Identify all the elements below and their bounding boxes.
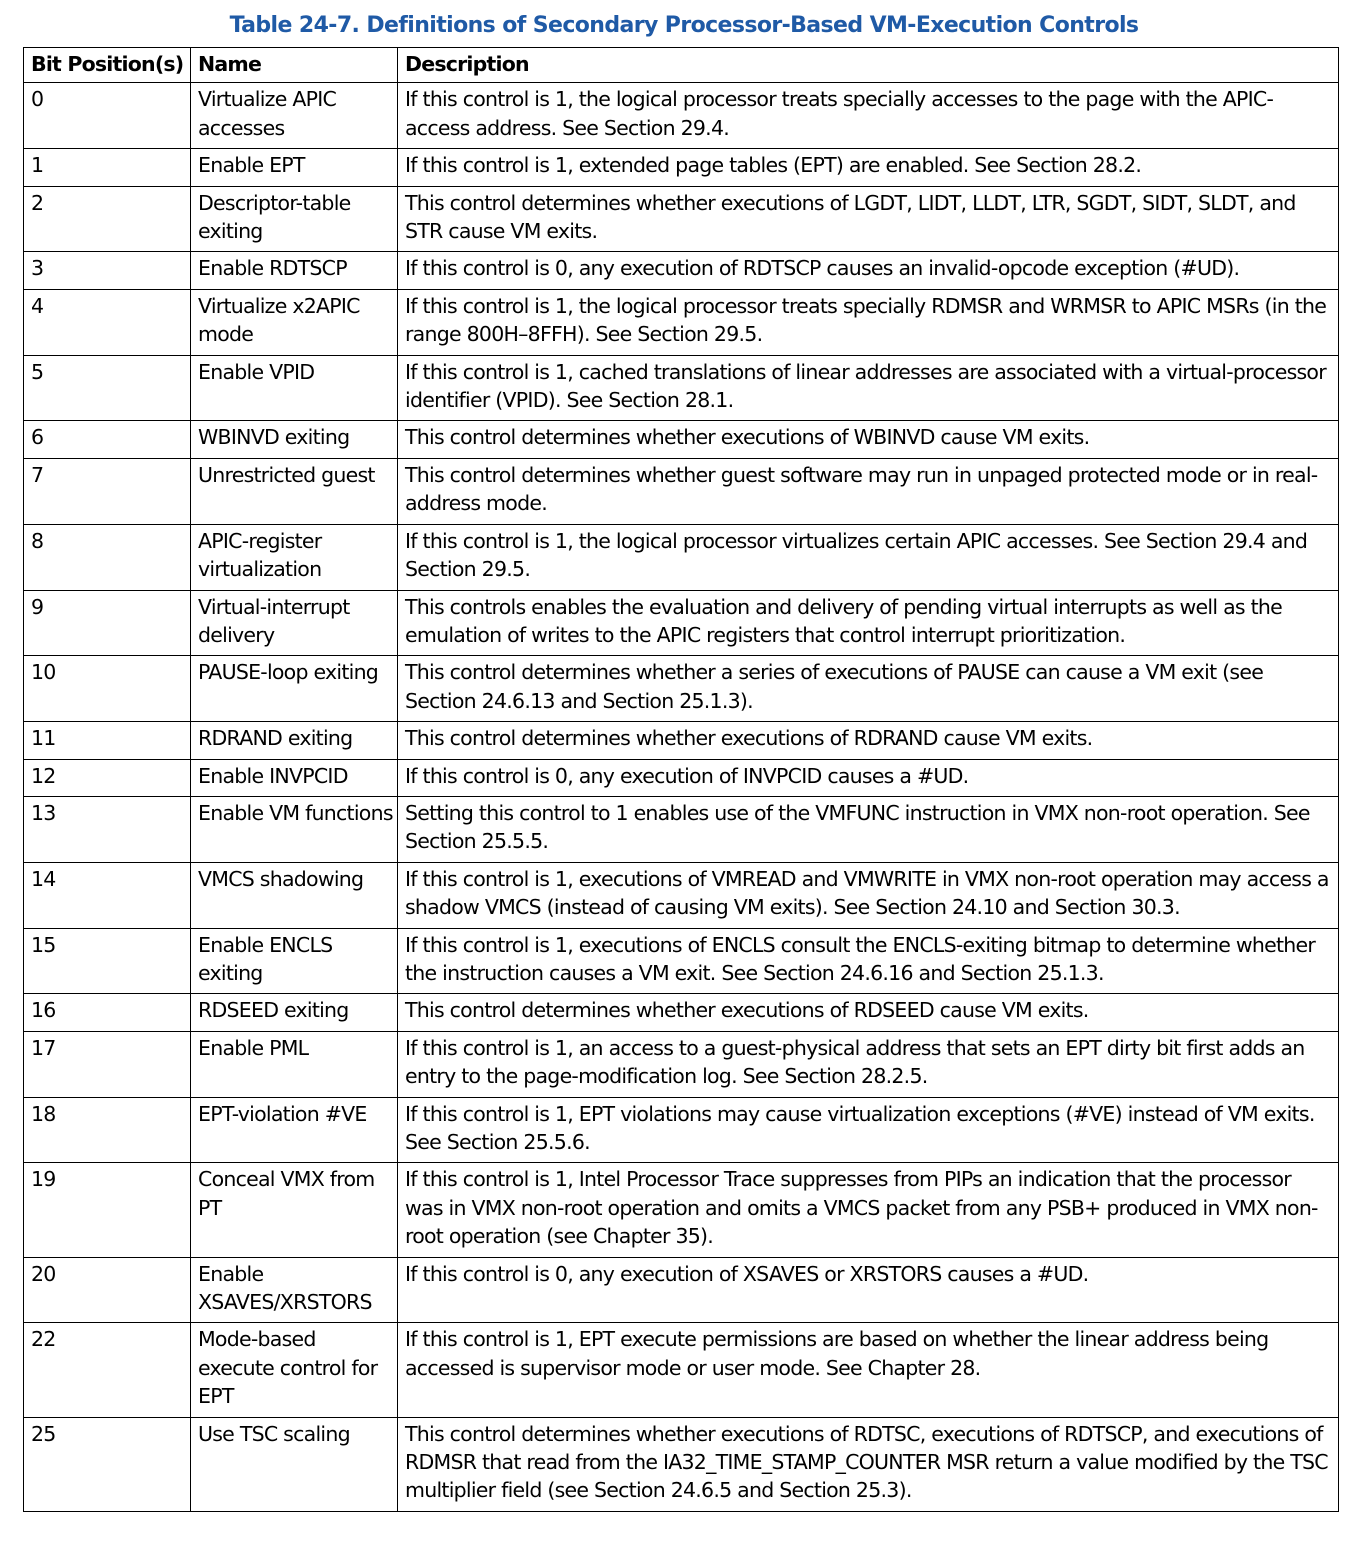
bit-position-cell: 18 xyxy=(24,1097,191,1163)
description-cell: This control determines whether guest software may run in unpaged protected mode or in real-address mode. xyxy=(398,458,1339,524)
bit-position-cell: 1 xyxy=(24,149,191,186)
description-cell: This control determines whether executions of RDRAND cause VM exits. xyxy=(398,722,1339,759)
description-cell: If this control is 1, EPT violations may cause virtualization exceptions (#VE) instead of VM exits. See Section 25.5.6. xyxy=(398,1097,1339,1163)
table-row xyxy=(24,1257,1339,1323)
description-cell: If this control is 0, any execution of INVPCID causes a #UD. xyxy=(398,759,1339,796)
control-name-cell: Virtualize APIC accesses xyxy=(191,83,398,149)
control-name-cell: Enable INVPCID xyxy=(191,759,398,796)
bit-position-cell: 15 xyxy=(24,928,191,994)
table-row xyxy=(24,83,1339,149)
bit-position-cell: 4 xyxy=(24,289,191,355)
control-name-cell: Enable VM functions xyxy=(191,796,398,862)
control-name-cell: EPT-violation #VE xyxy=(191,1097,398,1163)
control-name-cell: Virtualize x2APIC mode xyxy=(191,289,398,355)
table-row xyxy=(24,186,1339,252)
description-cell: This control determines whether executions of LGDT, LIDT, LLDT, LTR, SGDT, SIDT, SLDT, and STR cause VM exits. xyxy=(398,186,1339,252)
table-row xyxy=(24,1163,1339,1257)
table-row xyxy=(24,458,1339,524)
description-cell: If this control is 1, executions of VMREAD and VMWRITE in VMX non-root operation may access a shadow VMCS (instead of causing VM exits). See Section 24.10 and Section 30.3. xyxy=(398,862,1339,928)
table-caption: Table 24-7. Definitions of Secondary Processor-Based VM-Execution Controls xyxy=(229,13,1139,38)
control-name-cell: Enable XSAVES/XRSTORS xyxy=(191,1257,398,1323)
control-name-cell: APIC-register virtualization xyxy=(191,524,398,590)
description-cell: If this control is 1, an access to a guest-physical address that sets an EPT dirty bit first adds an entry to the page-modification log. See Section 28.2.5. xyxy=(398,1031,1339,1097)
control-name-cell: RDSEED exiting xyxy=(191,994,398,1031)
table-row xyxy=(24,252,1339,289)
table-row xyxy=(24,796,1339,862)
bit-position-cell: 0 xyxy=(24,83,191,149)
description-cell: If this control is 0, any execution of XSAVES or XRSTORS causes a #UD. xyxy=(398,1257,1339,1323)
description-cell: This controls enables the evaluation and delivery of pending virtual interrupts as well as the emulation of writes to the APIC registers that control interrupt prioritization. xyxy=(398,590,1339,656)
table-row xyxy=(24,289,1339,355)
bit-position-cell: 5 xyxy=(24,355,191,421)
description-cell: This control determines whether executions of WBINVD cause VM exits. xyxy=(398,421,1339,458)
bit-position-cell: 6 xyxy=(24,421,191,458)
bit-position-cell: 10 xyxy=(24,656,191,722)
table-row xyxy=(24,1031,1339,1097)
control-name-cell: Use TSC scaling xyxy=(191,1417,398,1511)
control-name-cell: Virtual-interrupt delivery xyxy=(191,590,398,656)
vm-execution-controls-table xyxy=(23,47,1339,1512)
table-row xyxy=(24,994,1339,1031)
table-header-row xyxy=(24,48,1339,83)
table-row xyxy=(24,722,1339,759)
control-name-cell: Enable EPT xyxy=(191,149,398,186)
bit-position-cell: 17 xyxy=(24,1031,191,1097)
table-row xyxy=(24,590,1339,656)
table-row xyxy=(24,149,1339,186)
bit-position-cell: 2 xyxy=(24,186,191,252)
control-name-cell: VMCS shadowing xyxy=(191,862,398,928)
bit-position-cell: 8 xyxy=(24,524,191,590)
table-row xyxy=(24,1097,1339,1163)
table-row xyxy=(24,421,1339,458)
control-name-cell: WBINVD exiting xyxy=(191,421,398,458)
bit-position-cell: 16 xyxy=(24,994,191,1031)
bit-position-cell: 22 xyxy=(24,1323,191,1417)
description-cell: This control determines whether executions of RDTSC, executions of RDTSCP, and executions of RDMSR that read from the IA32_TIME_STAMP_COUNTER MSR return a value modified by the TSC multiplier field (see Section 24.6.5 and Section 25.3). xyxy=(398,1417,1339,1511)
description-cell: If this control is 1, EPT execute permissions are based on whether the linear address being accessed is supervisor mode or user mode. See Chapter 28. xyxy=(398,1323,1339,1417)
description-cell: If this control is 1, executions of ENCLS consult the ENCLS-exiting bitmap to determine whether the instruction causes a VM exit. See Section 24.6.16 and Section 25.1.3. xyxy=(398,928,1339,994)
description-cell: This control determines whether a series of executions of PAUSE can cause a VM exit (see Section 24.6.13 and Section 25.1.3). xyxy=(398,656,1339,722)
bit-position-cell: 14 xyxy=(24,862,191,928)
control-name-cell: Enable VPID xyxy=(191,355,398,421)
description-cell: This control determines whether executions of RDSEED cause VM exits. xyxy=(398,994,1339,1031)
table-row xyxy=(24,656,1339,722)
bit-position-cell: 11 xyxy=(24,722,191,759)
control-name-cell: RDRAND exiting xyxy=(191,722,398,759)
description-cell: If this control is 0, any execution of RDTSCP causes an invalid-opcode exception (#UD). xyxy=(398,252,1339,289)
bit-position-cell: 19 xyxy=(24,1163,191,1257)
table-row xyxy=(24,1323,1339,1417)
description-cell: If this control is 1, the logical processor treats specially accesses to the page with the APIC-access address. See Section 29.4. xyxy=(398,83,1339,149)
table-row xyxy=(24,759,1339,796)
table-row xyxy=(24,355,1339,421)
header-bit-position: Bit Position(s) xyxy=(24,48,191,83)
control-name-cell: Mode-based execute control for EPT xyxy=(191,1323,398,1417)
table-row xyxy=(24,1417,1339,1511)
control-name-cell: Enable ENCLS exiting xyxy=(191,928,398,994)
control-name-cell: PAUSE-loop exiting xyxy=(191,656,398,722)
control-name-cell: Unrestricted guest xyxy=(191,458,398,524)
table-row xyxy=(24,862,1339,928)
table-body xyxy=(24,83,1339,1511)
description-cell: If this control is 1, the logical processor treats specially RDMSR and WRMSR to APIC MSRs (in the range 800H–8FFH). See Section 29.5. xyxy=(398,289,1339,355)
control-name-cell: Enable PML xyxy=(191,1031,398,1097)
control-name-cell: Descriptor-table exiting xyxy=(191,186,398,252)
description-cell: If this control is 1, extended page tables (EPT) are enabled. See Section 28.2. xyxy=(398,149,1339,186)
bit-position-cell: 25 xyxy=(24,1417,191,1511)
control-name-cell: Conceal VMX from PT xyxy=(191,1163,398,1257)
bit-position-cell: 13 xyxy=(24,796,191,862)
bit-position-cell: 12 xyxy=(24,759,191,796)
description-cell: Setting this control to 1 enables use of the VMFUNC instruction in VMX non-root operation. See Section 25.5.5. xyxy=(398,796,1339,862)
header-name: Name xyxy=(191,48,398,83)
table-row xyxy=(24,524,1339,590)
bit-position-cell: 9 xyxy=(24,590,191,656)
bit-position-cell: 20 xyxy=(24,1257,191,1323)
description-cell: If this control is 1, Intel Processor Trace suppresses from PIPs an indication that the processor was in VMX non-root operation and omits a VMCS packet from any PSB+ produced in VMX non-root operation (see Chapter 35). xyxy=(398,1163,1339,1257)
header-description: Description xyxy=(398,48,1339,83)
bit-position-cell: 3 xyxy=(24,252,191,289)
bit-position-cell: 7 xyxy=(24,458,191,524)
control-name-cell: Enable RDTSCP xyxy=(191,252,398,289)
table-row xyxy=(24,928,1339,994)
description-cell: If this control is 1, cached translations of linear addresses are associated with a virtual-processor identifier (VPID). See Section 28.1. xyxy=(398,355,1339,421)
description-cell: If this control is 1, the logical processor virtualizes certain APIC accesses. See Section 29.4 and Section 29.5. xyxy=(398,524,1339,590)
